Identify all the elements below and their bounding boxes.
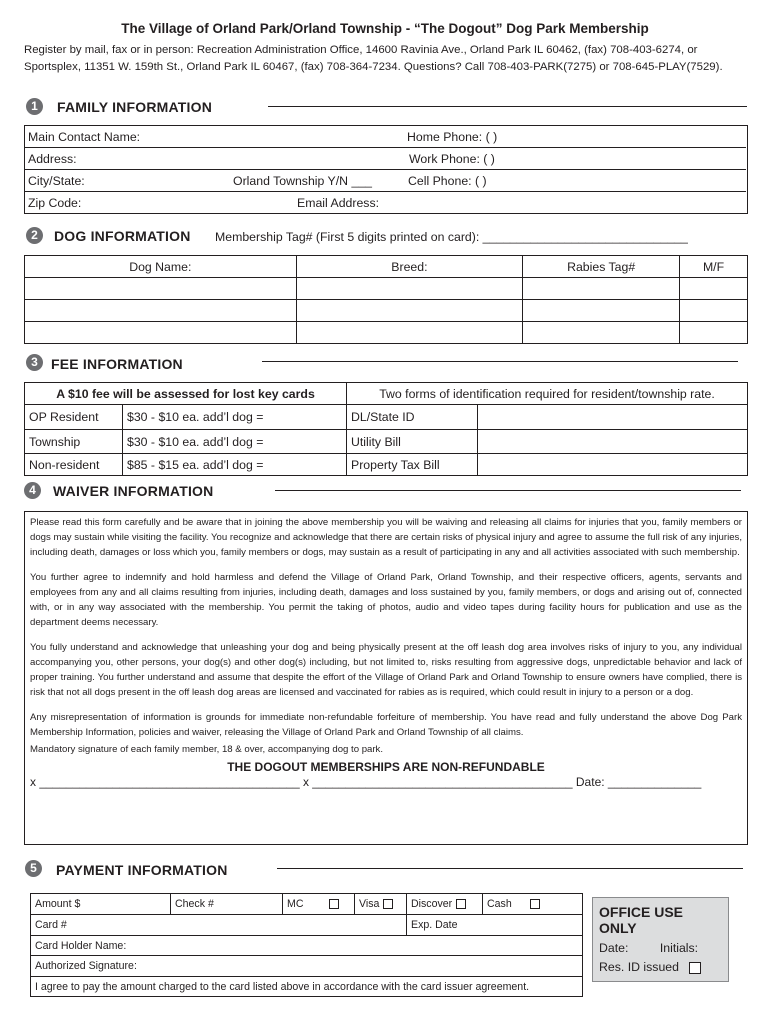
office-use-box xyxy=(592,897,729,982)
column-header-sex: M/F xyxy=(680,256,748,278)
office-date-row xyxy=(599,941,722,955)
section-number-5: 5 xyxy=(25,860,42,877)
fee-table xyxy=(24,382,748,476)
waiver-paragraph-risk: You fully understand and acknowledge that unleashing your dog and being physically present at the off leash dog area involves risks of injury to you, any individual accompanying you, other persons, your dog(s) and other dog(s) including, but not limited to, risks resulting from aggressive dogs, unpredictable behavior and lack of proper training. You further understand and assume that despite the effort of the Village of Orland Park and Orland Township to ensure owners have complied, there is risk that not all dogs present in the off leash dog areas are licensed and vaccinated for rabies as is required, which could result in injury to a person or a dog. xyxy=(30,642,742,698)
email-field[interactable]: Email Address: xyxy=(297,196,380,210)
office-res-id-row xyxy=(599,960,722,974)
mandatory-signature-note: Mandatory signature of each family member, 18 & over, accompanying dog to park. xyxy=(30,744,384,755)
dog-info-table xyxy=(24,255,748,344)
mc-label: MC xyxy=(287,898,304,910)
check-number-field[interactable]: Check # xyxy=(171,894,283,915)
id-type: Utility Bill xyxy=(347,430,478,454)
fee-row xyxy=(25,405,748,430)
fee-rate: $85 - $15 ea. add’l dog = xyxy=(123,454,347,476)
amount-field[interactable]: Amount $ xyxy=(31,894,171,915)
non-refundable-notice: THE DOGOUT MEMBERSHIPS ARE NON-REFUNDABLE xyxy=(227,760,545,774)
resident-type: OP Resident xyxy=(25,405,123,430)
section-title-family: FAMILY INFORMATION xyxy=(57,99,213,115)
waiver-paragraph-misrepresentation: Any misrepresentation of information is grounds for immediate non-refundable forfeiture of membership. You have read and fully understand the above Dog Park Membership Information, policies and waiver, releasing the Village of Orland Park and Orland Township of all claims. xyxy=(30,712,742,738)
payment-row xyxy=(31,977,583,997)
cash-option[interactable] xyxy=(483,894,583,915)
section-rule xyxy=(268,106,747,107)
column-header-dog-name: Dog Name: xyxy=(25,256,297,278)
row-divider xyxy=(25,191,746,192)
section-rule xyxy=(275,490,741,491)
cash-checkbox[interactable] xyxy=(530,899,540,909)
address-field[interactable]: Address: xyxy=(28,152,77,166)
sex-cell[interactable] xyxy=(680,322,748,344)
city-state-field[interactable]: City/State: xyxy=(28,174,85,188)
payment-table xyxy=(30,893,583,997)
dog-name-cell[interactable] xyxy=(25,322,297,344)
dog-name-cell[interactable] xyxy=(25,278,297,300)
exp-date-field[interactable]: Exp. Date xyxy=(407,915,583,936)
registration-instructions: Register by mail, fax or in person: Recreation Administration Office, 14600 Ravinia Ave., Orland Park IL 60462, (fax) 708-403-6274, or Sportsplex, 11351 W. 159th St., Orland Park IL 60467, (fax) 708-364-7234. Questions? Call 708-403-PARK(7275) or 708-645-PLAY(7529). xyxy=(24,44,723,73)
res-id-checkbox[interactable] xyxy=(689,962,701,974)
visa-option[interactable] xyxy=(355,894,407,915)
payment-row xyxy=(31,956,583,977)
breed-cell[interactable] xyxy=(296,278,523,300)
section-number-3: 3 xyxy=(26,354,43,371)
card-number-field[interactable]: Card # xyxy=(31,915,407,936)
rabies-tag-cell[interactable] xyxy=(523,300,680,322)
res-id-label: Res. ID issued xyxy=(599,960,679,974)
main-contact-field[interactable]: Main Contact Name: xyxy=(28,130,141,144)
fee-rate: $30 - $10 ea. add’l dog = xyxy=(123,405,347,430)
breed-cell[interactable] xyxy=(296,300,523,322)
fee-rate: $30 - $10 ea. add’l dog = xyxy=(123,430,347,454)
family-info-box xyxy=(24,125,748,214)
waiver-paragraph-release: Please read this form carefully and be aware that in joining the above membership you will be waiving and releasing all claims for injuries that you, family members or dogs may sustain while visiting the facility. You recognize and acknowledge that there are certain risks of physical injury and agree to assume the full risk of any injuries, including death, damages or loss which you, family members or dogs, may sustain as a result of participating in any and all activities associated with such membership. xyxy=(30,517,742,558)
payment-row xyxy=(31,936,583,956)
home-phone-field[interactable]: Home Phone: ( ) xyxy=(407,130,498,144)
rabies-tag-cell[interactable] xyxy=(523,278,680,300)
id-entry-cell[interactable] xyxy=(478,430,748,454)
table-row xyxy=(25,322,748,344)
table-header-row xyxy=(25,256,748,278)
discover-checkbox[interactable] xyxy=(456,899,466,909)
section-title-payment: PAYMENT INFORMATION xyxy=(56,862,228,878)
sex-cell[interactable] xyxy=(680,300,748,322)
resident-type: Non-resident xyxy=(25,454,123,476)
office-date-label: Date: xyxy=(599,941,629,955)
row-divider xyxy=(25,147,746,148)
sex-cell[interactable] xyxy=(680,278,748,300)
section-title-waiver: WAIVER INFORMATION xyxy=(53,483,214,499)
discover-option[interactable] xyxy=(407,894,483,915)
section-rule xyxy=(262,361,738,362)
work-phone-field[interactable]: Work Phone: ( ) xyxy=(409,152,495,166)
payment-row xyxy=(31,915,583,936)
visa-checkbox[interactable] xyxy=(383,899,393,909)
id-entry-cell[interactable] xyxy=(478,454,748,476)
payment-agreement: I agree to pay the amount charged to the card listed above in accordance with the card issuer agreement. xyxy=(31,977,583,997)
section-title-fee: FEE INFORMATION xyxy=(51,356,183,372)
waiver-paragraph-indemnify: You further agree to indemnify and hold harmless and defend the Village of Orland Park, Orland Township, and their respective officers, agents, servants and employees from any and all claims resulting from injuries, including death, damages and loss sustained by you, family members, or dogs and arising out of, connected with, or in any way associated with the membership. You permit the taking of photos, audio and video tapes during facility hours for publication and use as the department deems necessary. xyxy=(30,572,742,628)
table-row xyxy=(25,278,748,300)
mc-checkbox[interactable] xyxy=(329,899,339,909)
fee-row xyxy=(25,430,748,454)
fee-row xyxy=(25,454,748,476)
waiver-text-box xyxy=(24,511,748,845)
section-title-dog: DOG INFORMATION xyxy=(54,228,191,244)
membership-tag-field[interactable]: Membership Tag# (First 5 digits printed on card): ______________________________ xyxy=(215,230,688,244)
column-header-rabies-tag: Rabies Tag# xyxy=(523,256,680,278)
id-type: Property Tax Bill xyxy=(347,454,478,476)
table-row xyxy=(25,300,748,322)
lost-key-fee-note: A $10 fee will be assessed for lost key cards xyxy=(25,383,347,405)
identification-note: Two forms of identification required for resident/township rate. xyxy=(347,383,748,405)
fee-header-row xyxy=(25,383,748,405)
id-entry-cell[interactable] xyxy=(478,405,748,430)
section-number-1: 1 xyxy=(26,98,43,115)
office-use-title: OFFICE USE ONLY xyxy=(599,904,684,936)
section-number-4: 4 xyxy=(24,482,41,499)
form-title: The Village of Orland Park/Orland Township - “The Dogout” Dog Park Membership xyxy=(121,21,649,36)
card-holder-field[interactable]: Card Holder Name: xyxy=(31,936,583,956)
payment-row xyxy=(31,894,583,915)
signature-line[interactable]: x _______________________________________ x _______________________________________ Date: ______________ xyxy=(30,775,702,789)
section-rule xyxy=(277,868,743,869)
visa-label: Visa xyxy=(359,898,380,910)
id-type: DL/State ID xyxy=(347,405,478,430)
zip-code-field[interactable]: Zip Code: xyxy=(28,196,82,210)
column-header-breed: Breed: xyxy=(296,256,523,278)
office-initials-label: Initials: xyxy=(659,941,699,955)
breed-cell[interactable] xyxy=(296,322,523,344)
resident-type: Township xyxy=(25,430,123,454)
authorized-signature-field[interactable]: Authorized Signature: xyxy=(31,956,583,977)
mc-option[interactable] xyxy=(283,894,355,915)
row-divider xyxy=(25,169,746,170)
section-number-2: 2 xyxy=(26,227,43,244)
cell-phone-field[interactable]: Cell Phone: ( ) xyxy=(408,174,487,188)
orland-township-field[interactable]: Orland Township Y/N ___ xyxy=(233,174,372,188)
cash-label: Cash xyxy=(487,898,512,910)
dog-name-cell[interactable] xyxy=(25,300,297,322)
discover-label: Discover xyxy=(411,898,453,910)
rabies-tag-cell[interactable] xyxy=(523,322,680,344)
